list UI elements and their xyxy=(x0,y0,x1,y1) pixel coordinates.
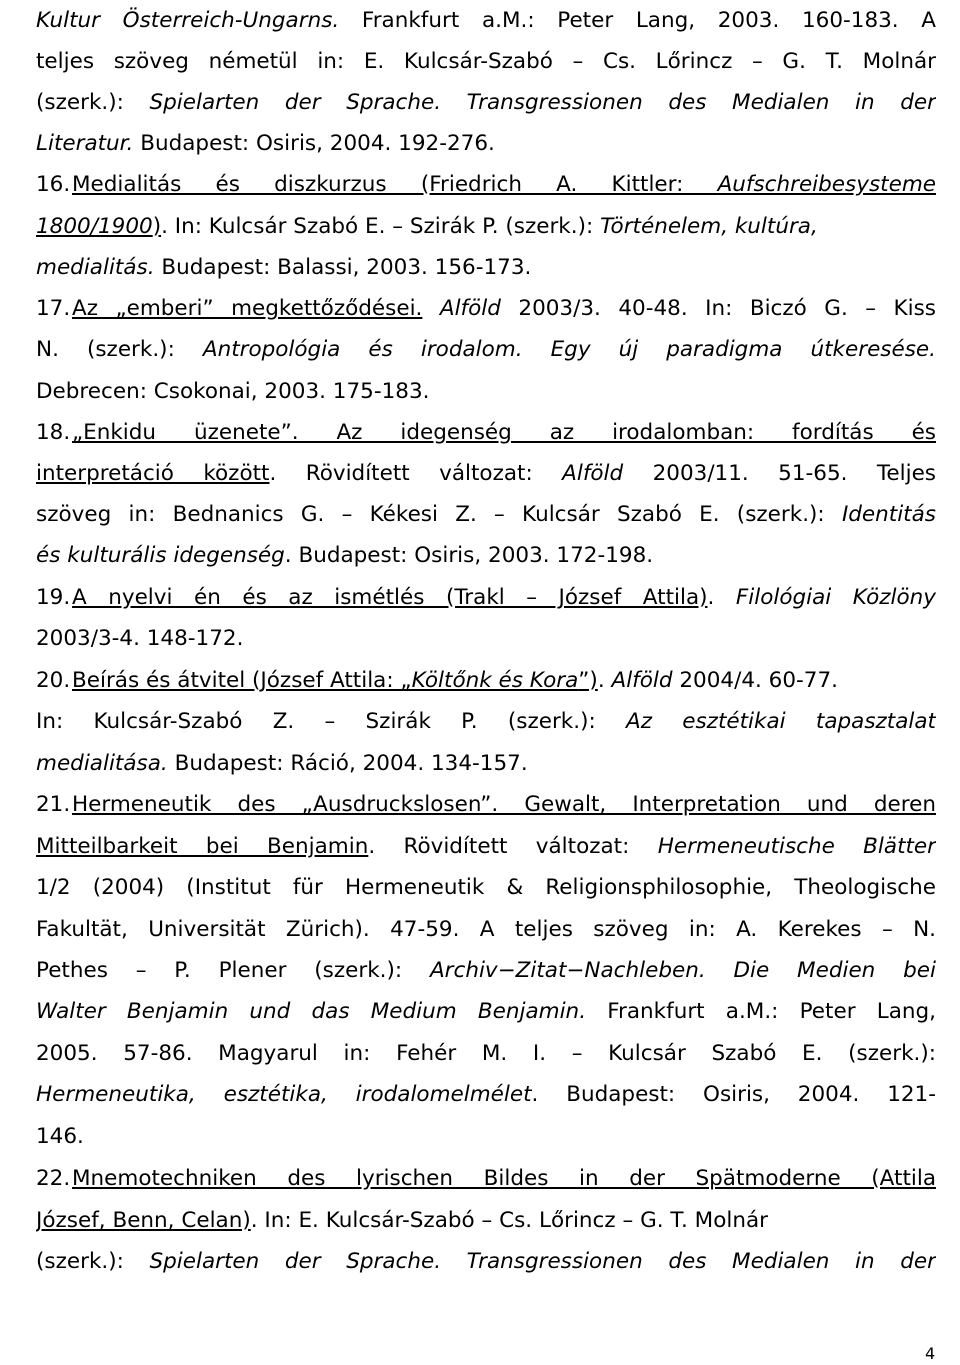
citation-text: 2003/3-4. 148-172. xyxy=(36,626,244,651)
text-line xyxy=(36,453,936,495)
entry-number: 22. xyxy=(36,1166,71,1191)
publication-title-text: Az esztétikai tapasztalat xyxy=(626,709,936,734)
text-line xyxy=(36,41,936,83)
publication-title-text: Walter Benjamin und das Medium Benjamin. xyxy=(36,999,587,1024)
publication-title-text: Hermeneutische Blätter xyxy=(657,834,936,859)
text-line xyxy=(36,247,936,289)
citation-text: Debrecen: Csokonai, 2003. 175-183. xyxy=(36,379,430,404)
citation-text: . Rövidített változat: xyxy=(269,461,563,486)
entry-title-text: A nyelvi én és az ismétlés (Trakl – József Attila) xyxy=(72,585,708,610)
citation-text: (szerk.): xyxy=(36,90,150,115)
text-line xyxy=(36,826,936,868)
publication-title-text: medialitása. xyxy=(36,751,168,776)
citation-text: 2003/11. 51-65. Teljes xyxy=(623,461,936,486)
text-line xyxy=(36,535,936,577)
text-line xyxy=(36,1116,936,1158)
entry-title-text: Költőnk és Kora xyxy=(411,668,579,693)
citation-text: Pethes – P. Plener (szerk.): xyxy=(36,958,430,983)
text-line xyxy=(36,701,936,743)
citation-text: teljes szöveg németül in: E. Kulcsár-Szabó – Cs. Lőrincz – G. T. Molnár xyxy=(36,49,936,74)
text-line xyxy=(36,0,936,42)
publication-title-text: Filológiai Közlöny xyxy=(735,585,936,610)
citation-text: . xyxy=(707,585,736,610)
entry-title-text: interpretáció között xyxy=(36,461,270,486)
publication-title-text: Antropológia és irodalom. Egy új paradigma útkeresése. xyxy=(202,337,936,362)
text-line xyxy=(36,494,936,536)
text-line xyxy=(36,329,936,371)
text-line xyxy=(36,82,936,124)
citation-text: . Budapest: Osiris, 2003. 172-198. xyxy=(284,543,654,568)
citation-text: 2005. 57-86. Magyarul in: Fehér M. I. – Kulcsár Szabó E. (szerk.): xyxy=(36,1041,936,1066)
citation-text: 1/2 (2004) (Institut für Hermeneutik & Religionsphilosophie, Theologische xyxy=(36,875,936,900)
text-line xyxy=(72,660,936,702)
text-line xyxy=(72,412,936,454)
publication-title-text: és kulturális idegenség xyxy=(36,543,285,568)
publication-title-text: Archiv−Zitat−Nachleben. Die Medien bei xyxy=(429,958,936,983)
citation-text xyxy=(422,296,439,321)
entry-title-text: ”) xyxy=(578,668,598,693)
text-line xyxy=(36,950,936,992)
citation-text: Budapest: Ráció, 2004. 134-157. xyxy=(167,751,528,776)
citation-text: N. (szerk.): xyxy=(36,337,203,362)
publication-title-text: Hermeneutika, esztétika, irodalomelmélet xyxy=(36,1082,532,1107)
entry-number: 18. xyxy=(36,420,71,445)
citation-text: . Budapest: Osiris, 2004. 121- xyxy=(531,1082,936,1107)
entry-number: 21. xyxy=(36,792,71,817)
citation-text: Fakultät, Universität Zürich). 47-59. A teljes szöveg in: A. Kerekes – N. xyxy=(36,917,936,942)
text-line xyxy=(72,164,936,206)
publication-title-text: Alföld xyxy=(611,668,673,693)
entry-number: 20. xyxy=(36,668,71,693)
publication-title-text: Történelem, kultúra, xyxy=(600,214,818,239)
citation-text: szöveg in: Bednanics G. – Kékesi Z. – Kulcsár Szabó E. (szerk.): xyxy=(36,502,842,527)
citation-text: Frankfurt a.M.: Peter Lang, xyxy=(586,999,936,1024)
publication-title-text: Identitás xyxy=(841,502,936,527)
citation-text: In: Kulcsár-Szabó Z. – Szirák P. (szerk.): xyxy=(36,709,626,734)
text-line xyxy=(36,618,936,660)
entry-number: 17. xyxy=(36,296,71,321)
citation-text: . Rövidített változat: xyxy=(368,834,658,859)
citation-text: 2004/4. 60-77. xyxy=(672,668,838,693)
text-line xyxy=(36,123,936,165)
entry-title-text: Beírás és átvitel (József Attila: „ xyxy=(72,668,412,693)
text-line xyxy=(72,288,936,330)
entry-title-text: József, Benn, Celan) xyxy=(36,1208,251,1233)
citation-text: Budapest: Osiris, 2004. 192-276. xyxy=(133,131,495,156)
citation-text: Frankfurt a.M.: Peter Lang, 2003. 160-183. A xyxy=(339,8,936,33)
text-line xyxy=(72,1158,936,1200)
publication-title-text: Spielarten der Sprache. Transgressionen des Medialen in der xyxy=(149,1249,936,1274)
entry-title-text: „Enkidu üzenete”. Az idegenség az irodalomban: fordítás és xyxy=(72,420,936,445)
citation-text: . In: Kulcsár Szabó E. – Szirák P. (szerk.): xyxy=(161,214,601,239)
page-number: 4 xyxy=(925,1344,936,1363)
citation-text: 2003/3. 40-48. In: Biczó G. – Kiss xyxy=(500,296,936,321)
entry-title-text: Mitteilbarkeit bei Benjamin xyxy=(36,834,369,859)
text-line xyxy=(72,784,936,826)
citation-text: . In: E. Kulcsár-Szabó – Cs. Lőrincz – G. T. Molnár xyxy=(250,1208,768,1233)
entry-number: 16. xyxy=(36,172,71,197)
publication-title-text: Alföld xyxy=(562,461,624,486)
entry-number: 19. xyxy=(36,585,71,610)
text-line xyxy=(36,991,936,1033)
publication-title-text: Kultur Österreich-Ungarns. xyxy=(36,8,340,33)
entry-title-text: ) xyxy=(152,214,162,239)
publication-title-text: Literatur. xyxy=(36,131,134,156)
publication-title-text: medialitás. xyxy=(36,255,155,280)
entry-title-text: Hermeneutik des „Ausdruckslosen”. Gewalt, Interpretation und deren xyxy=(72,792,936,817)
citation-text: Budapest: Balassi, 2003. 156-173. xyxy=(154,255,532,280)
text-line xyxy=(36,743,936,785)
text-line xyxy=(36,1033,936,1075)
entry-title-text: Aufschreibesysteme xyxy=(717,172,936,197)
text-line xyxy=(36,909,936,951)
entry-title-text: Az „emberi” megkettőződései. xyxy=(72,296,423,321)
text-line xyxy=(36,1074,936,1116)
publication-title-text: Alföld xyxy=(439,296,501,321)
text-line xyxy=(36,206,936,248)
text-line xyxy=(36,371,936,413)
entry-title-text: Mnemotechniken des lyrischen Bildes in der Spätmoderne (Attila xyxy=(72,1166,936,1191)
citation-text: (szerk.): xyxy=(36,1249,150,1274)
text-line xyxy=(36,867,936,909)
text-line xyxy=(36,1241,936,1283)
text-line xyxy=(72,577,936,619)
text-line xyxy=(36,1200,936,1242)
citation-text: . xyxy=(597,668,612,693)
entry-title-text: Medialitás és diszkurzus (Friedrich A. Kittler: xyxy=(72,172,718,197)
citation-text: 146. xyxy=(36,1124,84,1149)
publication-title-text: Spielarten der Sprache. Transgressionen des Medialen in der xyxy=(149,90,936,115)
entry-title-text: 1800/1900 xyxy=(36,214,153,239)
